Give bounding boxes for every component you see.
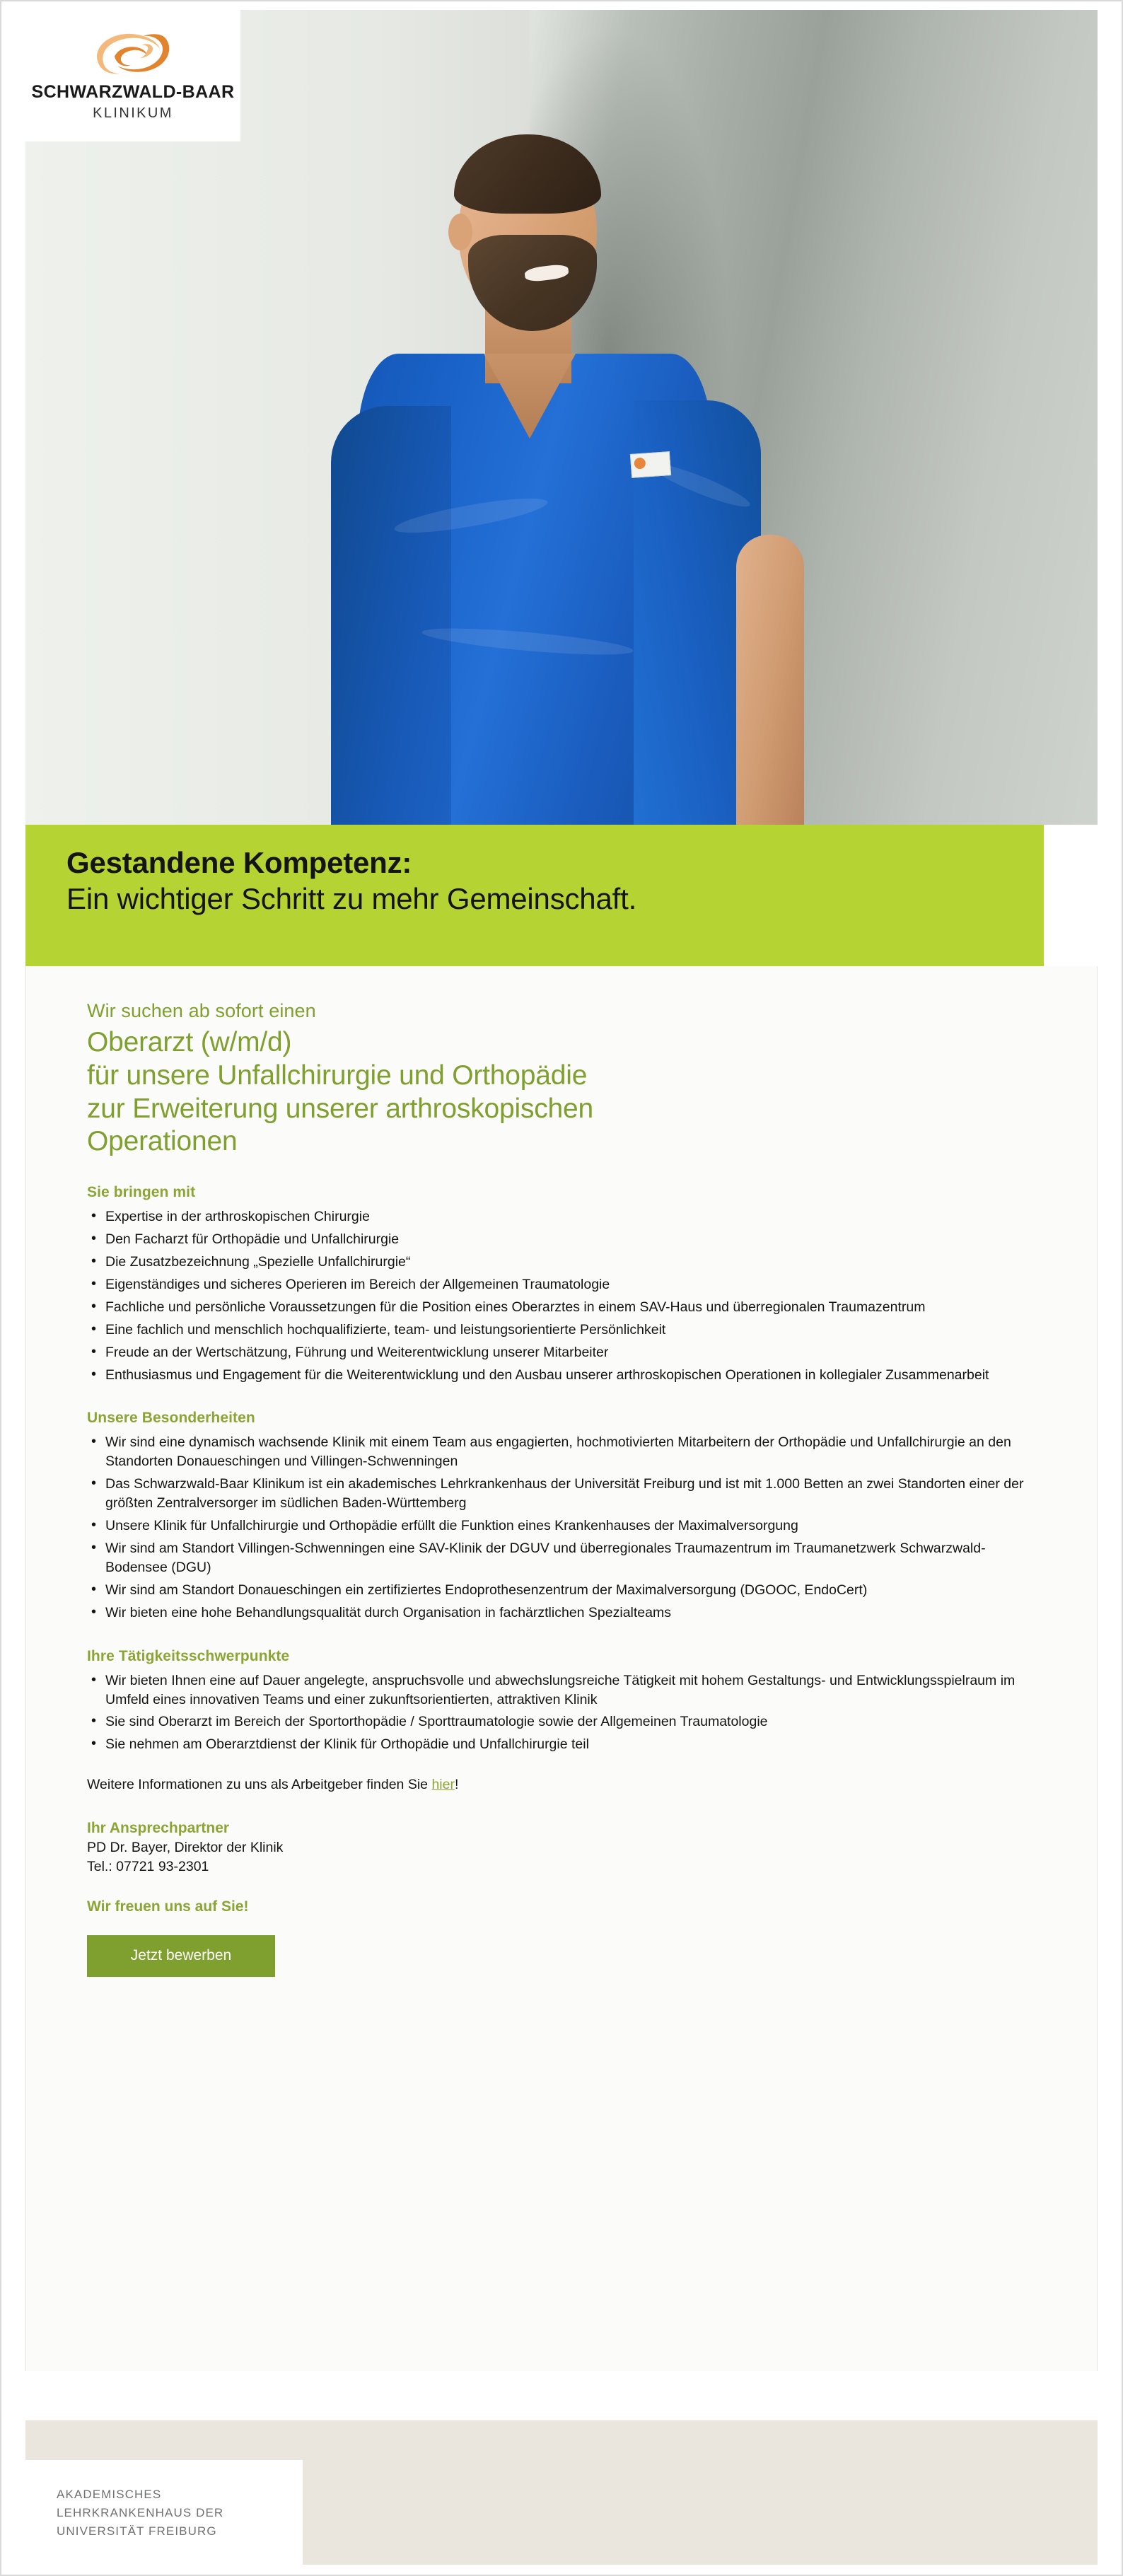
bullet-item: • Wir sind eine dynamisch wachsende Klinik mit einem Team aus engagierten, hochmotivierten Mitarbeitern der Orthopädie und Unfallchirurgie an den Standorten Donaueschingen und Villingen-Schwenningen [87, 1433, 1036, 1471]
bullet-item: • Wir sind am Standort Donaueschingen ein zertifiziertes Endoprothesenzentrum der Maximalversorgung (DGOOC, EndoCert) [87, 1581, 1036, 1600]
footer-line: LEHRKRANKENHAUS DER [57, 2505, 224, 2519]
contact-heading: Ihr Ansprechpartner [87, 1820, 230, 1837]
job-title-line-2: zur Erweiterung unserer arthroskopischen [87, 1093, 594, 1124]
logo-subtitle: KLINIKUM [93, 105, 173, 121]
footer-line: AKADEMISCHES [57, 2488, 162, 2501]
contact-name: PD Dr. Bayer, Direktor der Klinik [87, 1840, 284, 1856]
bullet-item: • Das Schwarzwald-Baar Klinikum ist ein akademisches Lehrkrankenhaus der Universität Freiburg und ist mit 1.000 Betten an zwei Standorten einer der größten Zentralversorger im südlichen Baden-Württemberg [87, 1475, 1036, 1513]
bullet-item: • Den Facharzt für Orthopädie und Unfallchirurgie [87, 1230, 1036, 1249]
job-title-line-1: für unsere Unfallchirurgie und Orthopädie [87, 1060, 588, 1091]
closing-line: Wir freuen uns auf Sie! [87, 1898, 249, 1915]
section-heading: Sie bringen mit [87, 1184, 196, 1201]
bullet-item: • Enthusiasmus und Engagement für die Weiterentwicklung und den Ausbau unserer arthroskopischen Operationen in kollegialer Zusammenarbeit [87, 1366, 1036, 1385]
bullet-item: • Eigenständiges und sicheres Operieren im Bereich der Allgemeinen Traumatologie [87, 1275, 1036, 1294]
logo-wordmark: SCHWARZWALD-BAAR [31, 82, 235, 102]
more-info-prefix: Weitere Informationen zu uns als Arbeitgeber finden Sie [87, 1777, 432, 1793]
more-info-suffix: ! [454, 1777, 459, 1793]
bullet-item: • Sie sind Oberarzt im Bereich der Sportorthopädie / Sporttraumatologie sowie der Allgemeinen Traumatologie [87, 1712, 1036, 1731]
bullet-item: • Expertise in der arthroskopischen Chirurgie [87, 1207, 1036, 1226]
bullet-item: • Eine fachlich und menschlich hochqualifizierte, team- und leistungsorientierte Persönlichkeit [87, 1321, 1036, 1340]
section-heading: Ihre Tätigkeitsschwerpunkte [87, 1647, 290, 1664]
bullet-item: • Unsere Klinik für Unfallchirurgie und Orthopädie erfüllt die Funktion eines Krankenhauses der Maximalversorgung [87, 1516, 1036, 1536]
bullet-item: • Sie nehmen am Oberarztdienst der Klinik für Orthopädie und Unfallchirurgie teil [87, 1735, 1036, 1754]
bullet-item: • Wir bieten Ihnen eine auf Dauer angelegte, anspruchsvolle und abwechslungsreiche Tätigkeit mit hohem Gestaltungs- und Entwicklungsspielraum im Umfeld eines innovativen Teams und einer zukunftsorientierten, attraktiven Klinik [87, 1671, 1036, 1710]
bullet-item: • Freude an der Wertschätzung, Führung und Weiterentwicklung unserer Mitarbeiter [87, 1343, 1036, 1362]
bullet-item: • Fachliche und persönliche Voraussetzungen für die Position eines Oberarztes in einem SAV-Haus und überregionalen Traumazentrum [87, 1298, 1036, 1317]
banner-line-1: Gestandene Kompetenz: [66, 846, 412, 879]
bullet-item: • Wir sind am Standort Villingen-Schwenningen eine SAV-Klinik der DGUV und überregionales Traumazentrum im Traumanetzwerk Schwarzwald-Bodensee (DGU) [87, 1539, 1036, 1577]
more-info-link[interactable]: hier [431, 1777, 455, 1793]
contact-phone: Tel.: 07721 93-2301 [87, 1859, 209, 1875]
job-kicker: Wir suchen ab sofort einen [87, 1000, 316, 1021]
bullet-item: • Die Zusatzbezeichnung „Spezielle Unfallchirurgie“ [87, 1253, 1036, 1272]
job-title-line-3: Operationen [87, 1126, 238, 1157]
bullet-item: • Wir bieten eine hohe Behandlungsqualität durch Organisation in fachärztlichen Spezialteams [87, 1603, 1036, 1623]
banner-line-2: Ein wichtiger Schritt zu mehr Gemeinschaft. [66, 882, 637, 916]
apply-button[interactable]: Jetzt bewerben [87, 1935, 275, 1977]
footer-line: UNIVERSITÄT FREIBURG [57, 2524, 217, 2538]
section-heading: Unsere Besonderheiten [87, 1410, 255, 1427]
job-title-line-0: Oberarzt (w/m/d) [87, 1027, 292, 1057]
